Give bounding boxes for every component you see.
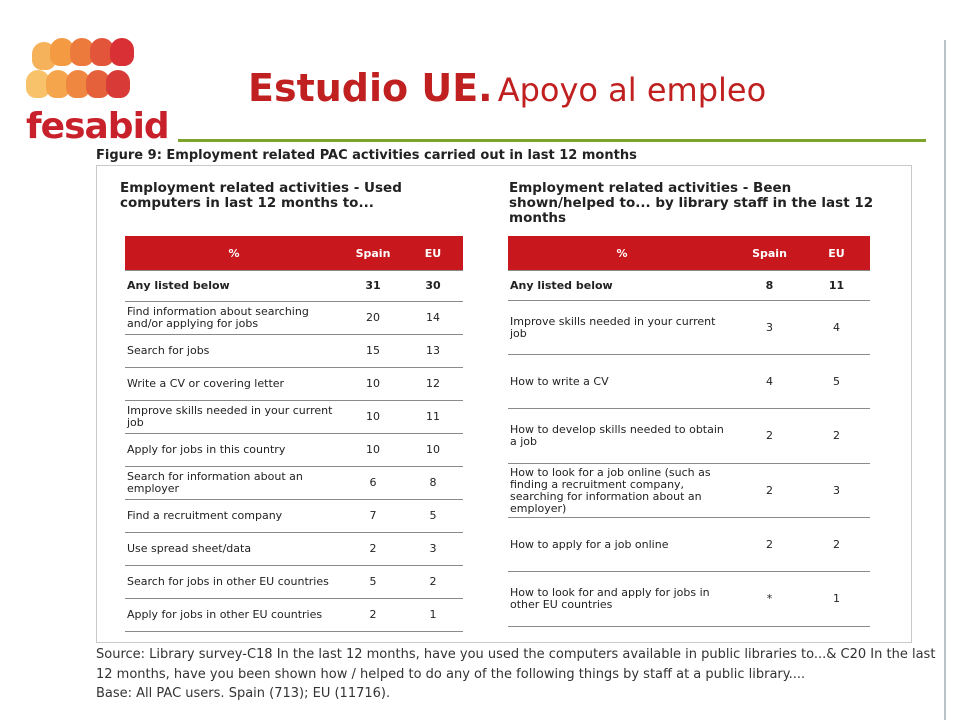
table-row (125, 434, 463, 467)
row-label: Apply for jobs in other EU countries (125, 599, 343, 632)
row-eu: 4 (803, 301, 870, 355)
row-spain: 2 (343, 599, 403, 632)
table-row (125, 335, 463, 368)
title-main: Estudio UE. (248, 66, 493, 110)
row-eu: 10 (403, 434, 463, 467)
row-spain: 15 (343, 335, 403, 368)
left-header-eu: EU (403, 236, 463, 271)
row-spain: 4 (736, 355, 803, 409)
table-row (125, 302, 463, 335)
table-row (508, 518, 870, 572)
row-label: Any listed below (508, 271, 736, 301)
row-label: Search for jobs (125, 335, 343, 368)
right-panel-title: Employment related activities - Been shown/helped to... by library staff in the last 12 months (509, 180, 874, 226)
row-eu: 8 (403, 467, 463, 500)
fesabid-logo (26, 36, 176, 146)
row-spain: * (736, 572, 803, 627)
row-label: Improve skills needed in your current job (508, 301, 736, 355)
left-table-header (125, 236, 463, 271)
right-table (508, 236, 870, 627)
row-label: How to look for a job online (such as finding a recruitment company, searching for information about an employer) (508, 464, 736, 518)
row-eu: 12 (403, 368, 463, 401)
table-row (125, 599, 463, 632)
table-row (508, 355, 870, 409)
row-spain: 2 (736, 464, 803, 518)
row-eu: 13 (403, 335, 463, 368)
source-text: Source: Library survey-C18 In the last 12 months, have you used the computers available in public libraries to...& C20 In the last 12 months, have you been shown how / helped to do any of the following things by staff at a public library.... (96, 647, 936, 682)
row-spain: 8 (736, 271, 803, 301)
right-header-pct: % (508, 236, 736, 271)
row-label: Use spread sheet/data (125, 533, 343, 566)
row-eu: 3 (403, 533, 463, 566)
table-row (125, 401, 463, 434)
logo-text: fesabid (26, 106, 169, 147)
title-underline (178, 139, 926, 142)
row-eu: 11 (403, 401, 463, 434)
row-spain: 10 (343, 368, 403, 401)
row-eu: 1 (403, 599, 463, 632)
row-label: Any listed below (125, 271, 343, 302)
row-spain: 3 (736, 301, 803, 355)
table-row (125, 271, 463, 302)
row-spain: 31 (343, 271, 403, 302)
table-row (125, 566, 463, 599)
table-row (508, 271, 870, 301)
row-spain: 20 (343, 302, 403, 335)
row-label: How to look for and apply for jobs in other EU countries (508, 572, 736, 627)
left-panel-title: Employment related activities - Used computers in last 12 months to... (120, 180, 402, 211)
right-header-spain: Spain (736, 236, 803, 271)
table-row (125, 467, 463, 500)
row-eu: 11 (803, 271, 870, 301)
row-spain: 5 (343, 566, 403, 599)
row-label: Search for jobs in other EU countries (125, 566, 343, 599)
table-row (508, 409, 870, 464)
row-spain: 2 (736, 518, 803, 572)
figure-caption: Figure 9: Employment related PAC activities carried out in last 12 months (96, 148, 637, 163)
logo-shapes (26, 36, 146, 108)
page-title (248, 66, 766, 110)
table-row (508, 572, 870, 627)
table-row (125, 500, 463, 533)
table-row (508, 464, 870, 518)
row-label: How to develop skills needed to obtain a job (508, 409, 736, 464)
row-eu: 5 (803, 355, 870, 409)
row-eu: 2 (803, 518, 870, 572)
row-spain: 2 (736, 409, 803, 464)
row-eu: 5 (403, 500, 463, 533)
source-note (96, 645, 936, 704)
row-label: Search for information about an employer (125, 467, 343, 500)
row-label: Find information about searching and/or applying for jobs (125, 302, 343, 335)
row-spain: 10 (343, 401, 403, 434)
row-eu: 1 (803, 572, 870, 627)
row-label: How to write a CV (508, 355, 736, 409)
row-spain: 10 (343, 434, 403, 467)
row-spain: 7 (343, 500, 403, 533)
right-header-eu: EU (803, 236, 870, 271)
row-label: Find a recruitment company (125, 500, 343, 533)
base-text: Base: All PAC users. Spain (713); EU (11716). (96, 686, 391, 701)
row-eu: 14 (403, 302, 463, 335)
left-header-pct: % (125, 236, 343, 271)
row-eu: 3 (803, 464, 870, 518)
row-eu: 30 (403, 271, 463, 302)
row-eu: 2 (403, 566, 463, 599)
right-edge-line (944, 40, 946, 720)
row-label: How to apply for a job online (508, 518, 736, 572)
table-row (125, 533, 463, 566)
left-table (125, 236, 463, 632)
title-sub: Apoyo al empleo (497, 71, 767, 109)
row-spain: 6 (343, 467, 403, 500)
row-eu: 2 (803, 409, 870, 464)
table-row (508, 301, 870, 355)
row-spain: 2 (343, 533, 403, 566)
row-label: Write a CV or covering letter (125, 368, 343, 401)
row-label: Improve skills needed in your current job (125, 401, 343, 434)
row-label: Apply for jobs in this country (125, 434, 343, 467)
right-table-header (508, 236, 870, 271)
table-row (125, 368, 463, 401)
left-header-spain: Spain (343, 236, 403, 271)
